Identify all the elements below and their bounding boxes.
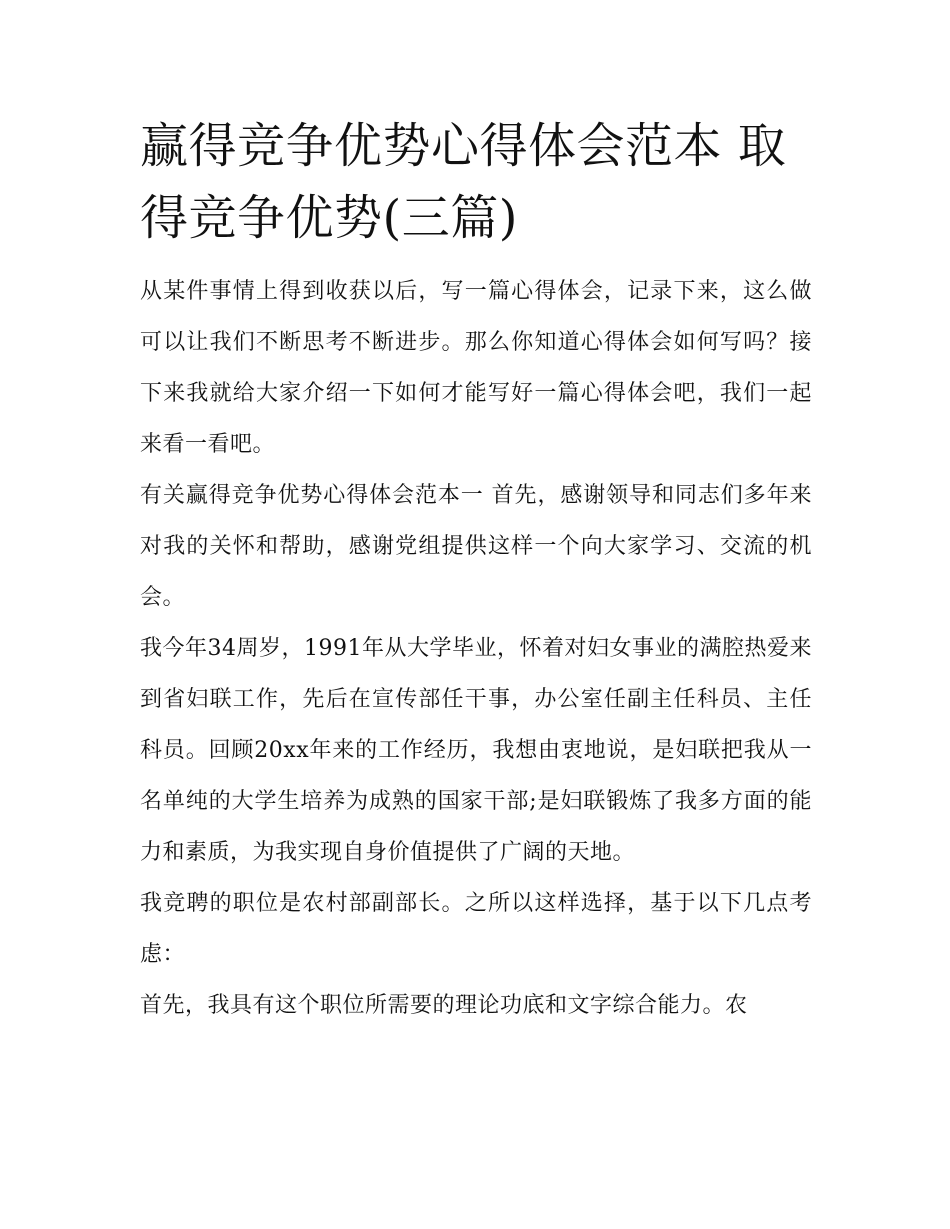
document-body [140, 110, 812, 1031]
paragraph-intro: 从某件事情上得到收获以后，写一篇心得体会，记录下来，这么做可以让我们不断思考不断进步。那么你知道心得体会如何写吗？接下来我就给大家介绍一下如何才能写好一篇心得体会吧，我们一起来看一看吧。 [140, 279, 812, 457]
paragraph-sample-one: 有关赢得竞争优势心得体会范本一 首先，感谢领导和同志们多年来对我的关怀和帮助，感谢党组提供这样一个向大家学习、交流的机会。 [140, 483, 812, 610]
paragraph-personal-background: 我今年34周岁，1991年从大学毕业，怀着对妇女事业的满腔热爱来到省妇联工作，先后在宣传部任干事，办公室任副主任科员、主任科员。回顾20xx年来的工作经历，我想由衷地说，是妇联把我从一名单纯的大学生培养为成熟的国家干部;是妇联锻炼了我多方面的能力和素质，为我实现自身价值提供了广阔的天地。 [140, 636, 812, 865]
document-title: 赢得竞争优势心得体会范本 取得竞争优势(三篇) [140, 118, 787, 246]
paragraph-first-reason: 首先，我具有这个职位所需要的理论功底和文字综合能力。农 [140, 993, 748, 1018]
paragraph-position-choice: 我竞聘的职位是农村部副部长。之所以这样选择，基于以下几点考虑： [140, 891, 812, 967]
